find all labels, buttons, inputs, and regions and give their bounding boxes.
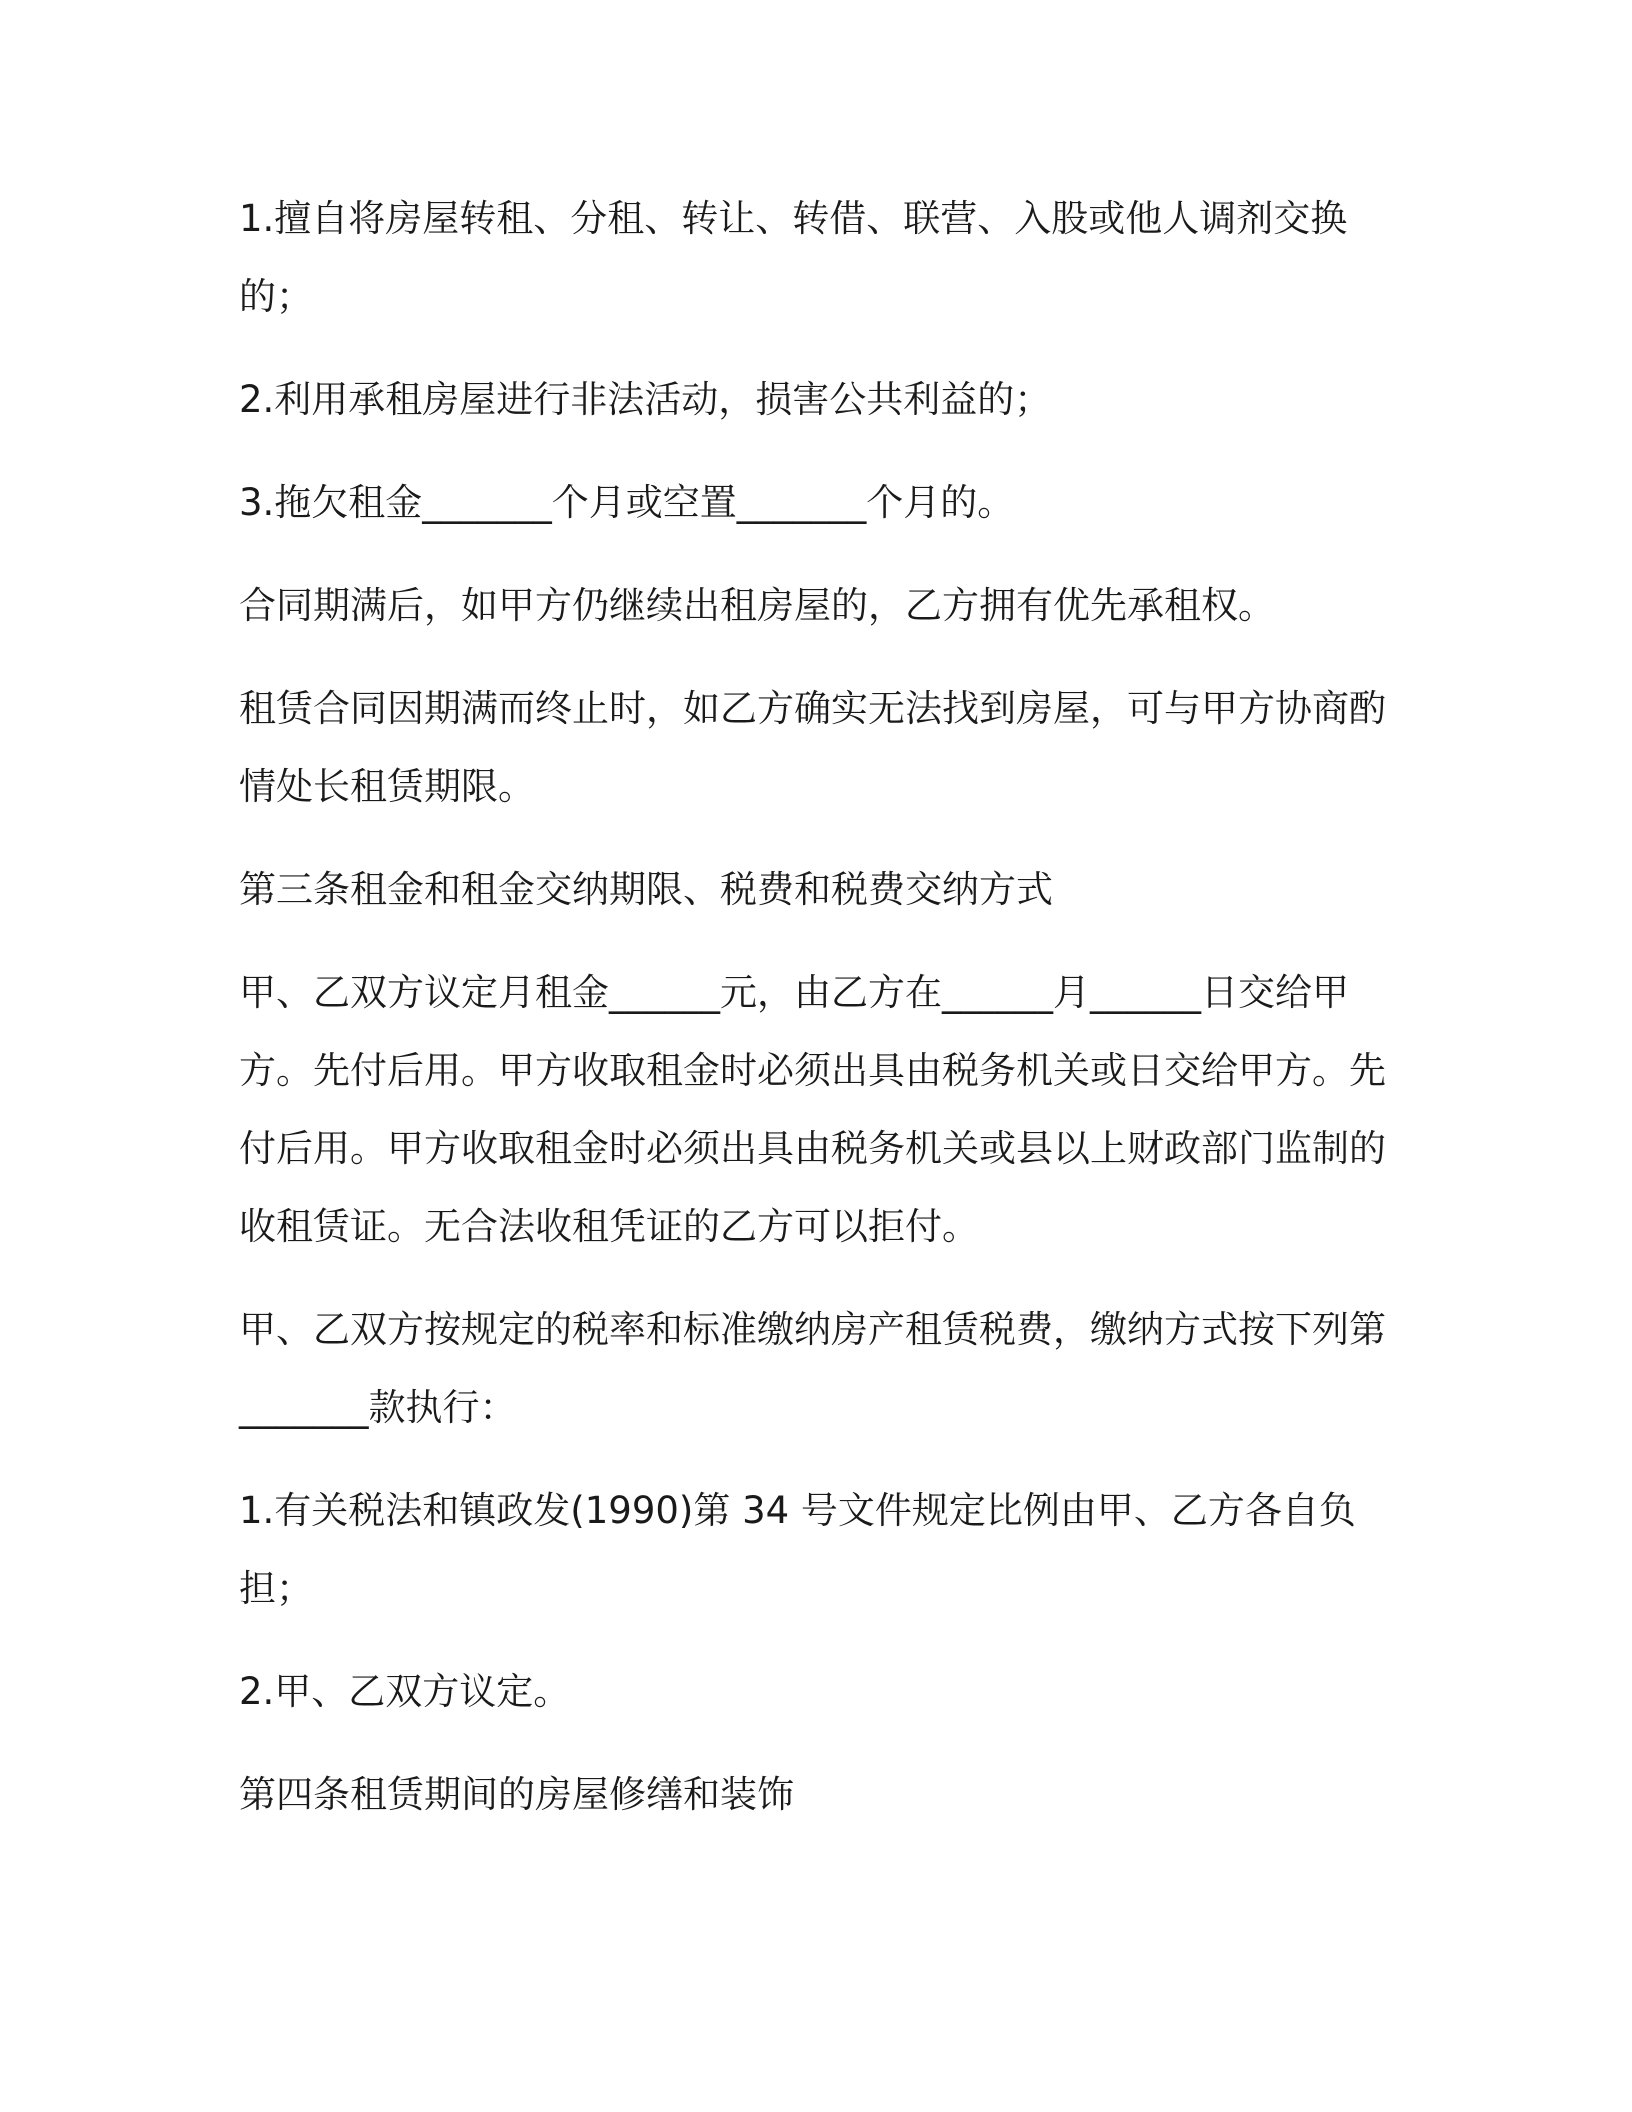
tax-option-1: 1.有关税法和镇政发(1990)第 34 号文件规定比例由甲、乙方各自负担； [239, 1489, 1356, 1610]
tax-option-2: 2.甲、乙双方议定。 [239, 1670, 571, 1713]
clause-item-3: 3.拖欠租金_______个月或空置_______个月的。 [239, 481, 1015, 524]
lease-extension-paragraph: 租赁合同因期满而终止时，如乙方确实无法找到房屋，可与甲方协商酌情处长租赁期限。 [239, 687, 1386, 808]
priority-lease-paragraph: 合同期满后，如甲方仍继续出租房屋的，乙方拥有优先承租权。 [239, 584, 1275, 627]
article-four-heading: 第四条租赁期间的房屋修缮和装饰 [239, 1773, 794, 1816]
clause-item-2: 2.利用承租房屋进行非法活动，损害公共利益的； [239, 378, 1052, 421]
rent-payment-paragraph: 甲、乙双方议定月租金______元，由乙方在______月______日交给甲方。先付后用。甲方收取租金时必须出具由税务机关或日交给甲方。先付后用。甲方收取租金时必须出具由税务机关或县以上财政部门监制的收租赁证。无合法收租凭证的乙方可以拒付。 [239, 971, 1386, 1248]
tax-payment-paragraph: 甲、乙双方按规定的税率和标准缴纳房产租赁税费，缴纳方式按下列第_______款执行： [239, 1308, 1386, 1429]
document-body [239, 180, 1399, 1859]
article-three-heading: 第三条租金和租金交纳期限、税费和税费交纳方式 [239, 868, 1053, 911]
clause-item-1: 1.擅自将房屋转租、分租、转让、转借、联营、入股或他人调剂交换的； [239, 197, 1348, 318]
